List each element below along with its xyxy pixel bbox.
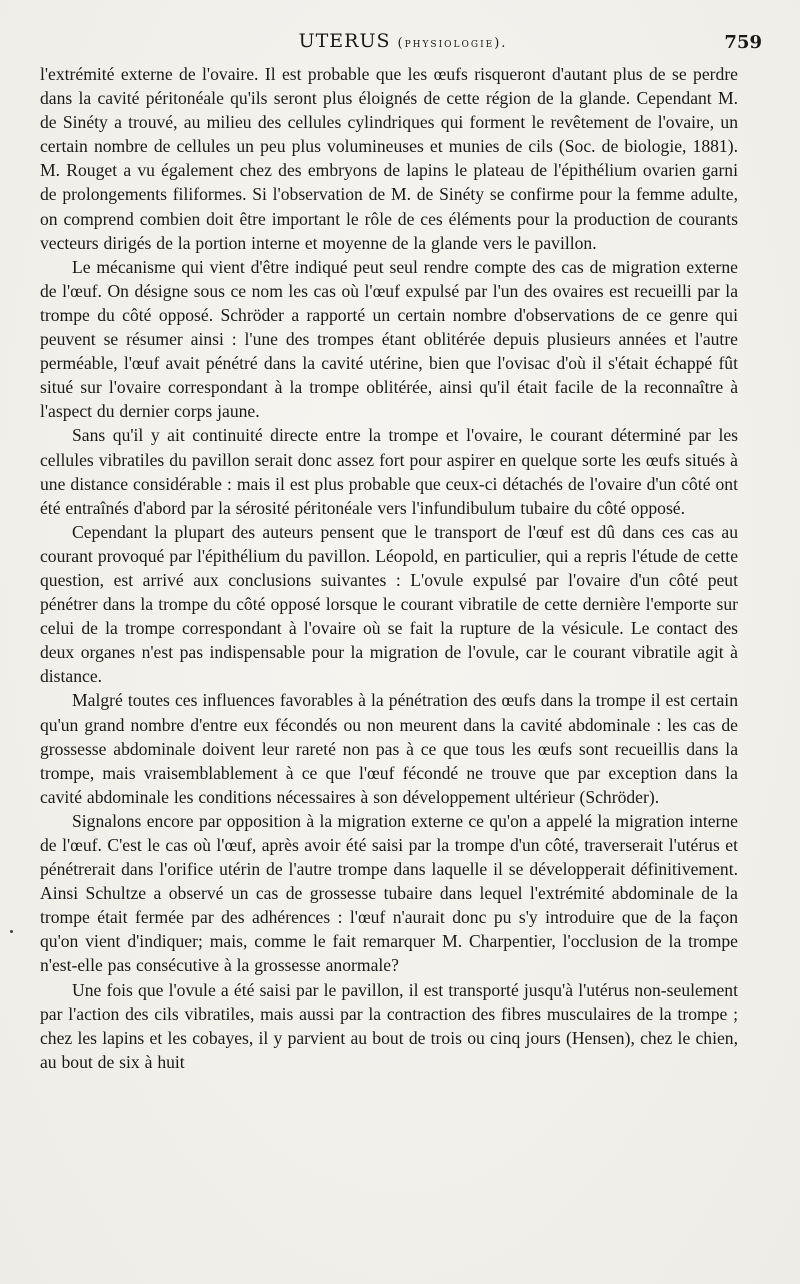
page-number: 759 (724, 32, 762, 53)
page-header (40, 26, 766, 58)
paragraph-1: l'extrémité externe de l'ovaire. Il est probable que les œufs risqueront d'autant plus de se perdre dans la cavité péritonéale qu'ils seront plus éloignés de cette région de la glande. Cependant M. de Sinéty a trouvé, au milieu des cellules cylindriques qui forment le revêtement de l'ovaire, un certain nombre de cellules un peu plus volumineuses et munies de cils (Soc. de biologie, 1881). M. Rouget a vu également chez des embryons de lapins le plateau de l'épithélium ovarien garni de prolongements filiformes. Si l'observation de M. de Sinéty se confirme pour la femme adulte, on comprend combien doit être important le rôle de ces éléments pour la production de courants vecteurs dirigés de la portion interne et moyenne de la glande vers le pavillon. (40, 64, 738, 253)
running-title (40, 30, 766, 52)
paragraph-3: Sans qu'il y ait continuité directe entre la trompe et l'ovaire, le courant déterminé par les cellules vibratiles du pavillon serait donc assez fort pour aspirer en quelque sorte les œufs situés à une distance considérable : mais il est plus probable que ceux-ci détachés de l'ovaire d'un côté ont été entraînés d'abord par la sérosité péritonéale vers l'infundibulum tubaire du côté opposé. (40, 425, 738, 518)
paragraph-2: Le mécanisme qui vient d'être indiqué peut seul rendre compte des cas de migration externe de l'œuf. On désigne sous ce nom les cas où l'œuf expulsé par l'un des ovaires est recueilli par la trompe du côté opposé. Schröder a rapporté un certain nombre d'observations de ce genre qui peuvent se résumer ainsi : l'une des trompes étant oblitérée depuis plusieurs années et l'autre perméable, l'œuf avait pénétré dans la cavité utérine, bien que l'ovisac d'où il s'était échappé fût situé sur l'ovaire correspondant à la trompe oblitérée, ainsi qu'il était facile de la reconnaître à l'aspect du dernier corps jaune. (40, 256, 738, 422)
paragraph-6: Signalons encore par opposition à la migration externe ce qu'on a appelé la migration interne de l'œuf. C'est le cas où l'œuf, après avoir été saisi par la trompe d'un côté, traverserait l'utérus et pénétrerait dans l'orifice utérin de l'autre trompe dans laquelle il se développerait définitivement. Ainsi Schultze a observé un cas de grossesse tubaire dans lequel l'extrémité abdominale de la trompe était fermée par des adhérences : l'œuf n'aurait donc pu s'y introduire que de la façon qu'on vient d'indiquer; mais, comme le fait remarquer M. Charpentier, l'occlusion de la trompe n'est-elle pas consécutive à la grossesse anormale? (40, 810, 738, 976)
running-title-main: UTERUS (298, 30, 391, 52)
body-text (40, 62, 738, 1074)
paragraph-5: Malgré toutes ces influences favorables à la pénétration des œufs dans la trompe il est certain qu'un grand nombre d'entre eux fécondés ou non meurent dans la cavité abdominale : les cas de grossesse abdominale doivent leur rareté non pas à ce que tous les œufs sont recueillis dans la trompe, mais vraisemblablement à ce que l'œuf fécondé ne trouve que par exception dans la cavité abdominale les conditions nécessaires à son développement ultérieur (Schröder). (40, 690, 738, 807)
paragraph-7: Une fois que l'ovule a été saisi par le pavillon, il est transporté jusqu'à l'utérus non-seulement par l'action des cils vibratiles, mais aussi par la contraction des fibres musculaires de la trompe ; chez les lapins et les cobayes, il y parvient au bout de trois ou cinq jours (Hensen), chez le chien, au bout de six à huit (40, 979, 738, 1072)
speck-mark (10, 930, 13, 933)
paragraph-4: Cependant la plupart des auteurs pensent que le transport de l'œuf est dû dans ces cas au courant provoqué par l'épithélium du pavillon. Léopold, en particulier, qui a repris l'étude de cette question, est arrivé aux conclusions suivantes : L'ovule expulsé par l'ovaire d'un côté peut pénétrer dans la trompe du côté opposé lorsque le courant vibratile de cette dernière l'emporte sur celui de la trompe correspondant à l'ovaire où se fait la rupture de la vésicule. Le contact des deux organes n'est pas indispensable pour la migration de l'ovule, car le courant vibratile agit à distance. (40, 521, 738, 687)
running-title-subtitle: (physiologie). (397, 36, 508, 51)
